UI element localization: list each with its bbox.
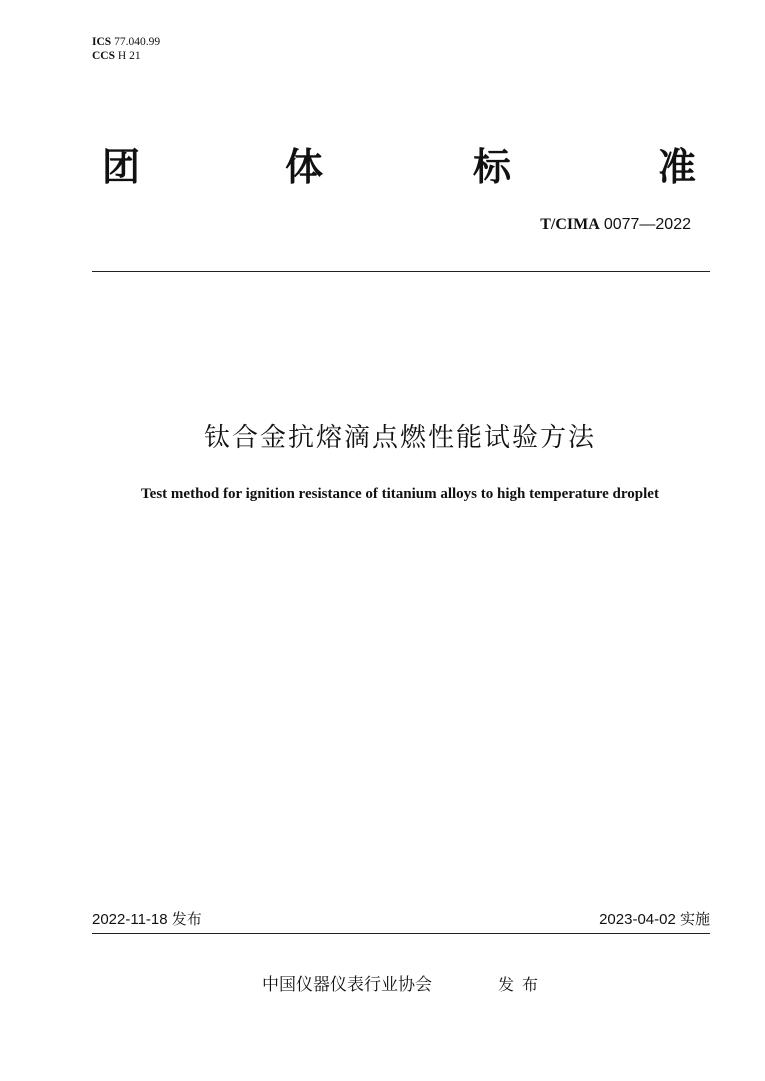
top-divider: [92, 271, 710, 272]
implementation-label: 实施: [679, 910, 710, 928]
issue-label: 发布: [171, 910, 202, 928]
ics-value: 77.040.99: [114, 36, 161, 48]
ccs-label: CCS: [92, 50, 116, 62]
ics-label: ICS: [92, 36, 112, 48]
category-char-1: 团: [102, 145, 141, 189]
standard-prefix: T/CIMA: [540, 216, 600, 233]
implementation-date: 2023-04-02: [599, 911, 676, 928]
category-char-4: 准: [658, 145, 697, 189]
publish-action: 发布: [498, 975, 547, 994]
implementation-date-block: [599, 908, 710, 929]
ccs-value: H 21: [117, 50, 141, 62]
title-english: Test method for ignition resistance of titanium alloys to high temperature droplet: [141, 486, 659, 502]
issue-date: 2022-11-18: [92, 911, 168, 928]
publisher-name: 中国仪器仪表行业协会: [262, 975, 432, 995]
classification-codes: [92, 35, 160, 63]
category-char-3: 标: [473, 145, 512, 189]
standard-code: 0077—2022: [603, 216, 691, 233]
standard-number: [540, 216, 691, 234]
ccs-code: [92, 49, 160, 63]
bottom-divider: [92, 933, 710, 934]
title-chinese: 钛合金抗熔滴点燃性能试验方法: [203, 423, 596, 453]
category-char-2: 体: [285, 145, 324, 189]
ics-code: [92, 35, 160, 49]
issue-date-block: [92, 908, 202, 929]
standard-category-heading: [92, 142, 710, 192]
